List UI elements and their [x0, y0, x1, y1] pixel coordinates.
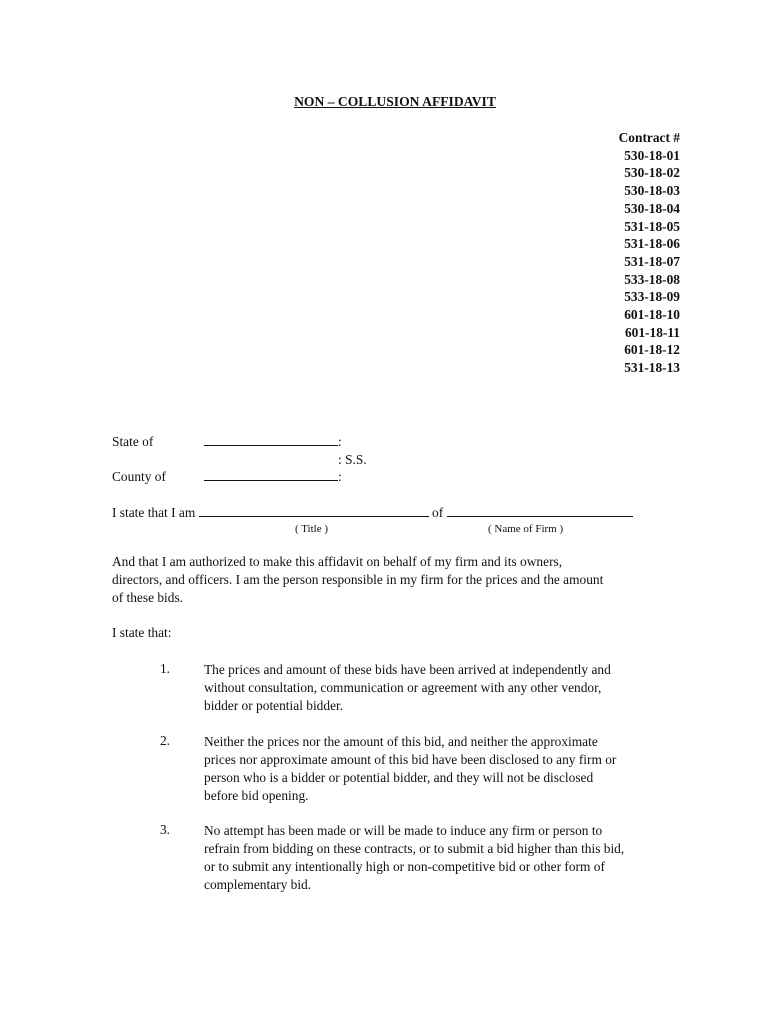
ss-label: : S.S.	[338, 452, 367, 467]
item-line: No attempt has been made or will be made to induce any firm or person to	[204, 823, 603, 838]
contract-number: 530-18-04	[624, 200, 680, 216]
item-line: before bid opening.	[204, 788, 309, 803]
item-line: person who is a bidder or potential bidder, and they will not be disclosed	[204, 770, 594, 785]
state-label: State of	[112, 434, 154, 449]
statement-prefix: I state that I am	[112, 505, 196, 520]
authorization-paragraph	[112, 553, 603, 607]
statement-of: of	[432, 505, 444, 520]
title-blank[interactable]	[199, 505, 429, 517]
paragraph-line: And that I am authorized to make this affidavit on behalf of my firm and its owners,	[112, 554, 563, 569]
item-number: 3.	[159, 822, 170, 837]
contract-number: 530-18-02	[624, 165, 680, 181]
county-label: County of	[112, 469, 166, 484]
item-text	[204, 661, 684, 715]
contract-list	[560, 129, 680, 377]
paragraph-line: directors, and officers. I am the person responsible in my firm for the prices and the amount	[112, 572, 604, 587]
item-line: bidder or potential bidder.	[204, 698, 344, 713]
contract-number: 530-18-01	[624, 147, 680, 163]
item-line: complementary bid.	[204, 877, 312, 892]
item-line: or to submit any intentionally high or non-competitive bid or other form of	[204, 859, 605, 874]
item-line: prices nor approximate amount of this bid have been disclosed to any firm or	[204, 752, 617, 767]
state-field[interactable]	[204, 434, 342, 450]
county-blank[interactable]	[204, 469, 338, 481]
contract-header: Contract #	[618, 130, 680, 145]
state-that-heading: I state that:	[112, 625, 172, 640]
county-colon: :	[338, 469, 342, 484]
contract-number: 531-18-05	[624, 218, 680, 234]
firm-caption: ( Name of Firm )	[488, 523, 564, 535]
contract-number: 601-18-12	[624, 342, 680, 358]
item-text	[204, 733, 684, 805]
paragraph-line: of these bids.	[112, 590, 184, 605]
title-caption: ( Title )	[295, 523, 329, 535]
item-text	[204, 822, 684, 894]
contract-number: 601-18-11	[624, 324, 680, 340]
item-line: Neither the prices nor the amount of this bid, and neither the approximate	[204, 734, 598, 749]
contract-number: 533-18-08	[624, 271, 680, 287]
item-number: 2.	[159, 733, 170, 748]
item-line: refrain from bidding on these contracts, or to submit a bid higher than this bid,	[204, 841, 625, 856]
county-field[interactable]	[204, 469, 342, 485]
contract-number: 530-18-03	[624, 183, 680, 199]
contract-number: 601-18-10	[624, 307, 680, 323]
contract-number: 531-18-06	[624, 236, 680, 252]
item-line: without consultation, communication or agreement with any other vendor,	[204, 680, 602, 695]
document-title: NON – COLLUSION AFFIDAVIT	[294, 94, 496, 109]
item-line: The prices and amount of these bids have been arrived at independently and	[204, 662, 611, 677]
contract-number: 533-18-09	[624, 289, 680, 305]
contract-number: 531-18-13	[624, 360, 680, 376]
item-number: 1.	[159, 661, 170, 676]
contract-number: 531-18-07	[624, 253, 680, 269]
firm-blank[interactable]	[447, 505, 633, 517]
state-colon: :	[338, 434, 342, 449]
state-blank[interactable]	[204, 434, 338, 446]
statement-line	[112, 505, 633, 521]
